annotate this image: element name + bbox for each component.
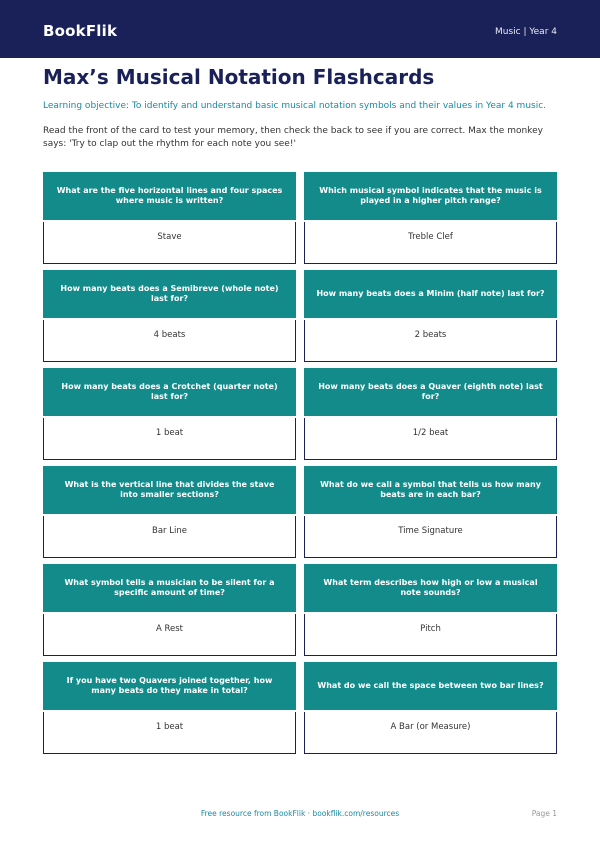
flashcard-answer: Time Signature xyxy=(304,516,557,558)
flashcard[interactable] xyxy=(43,564,296,656)
flashcard-question: What do we call the space between two bar lines? xyxy=(304,662,557,710)
flashcard[interactable] xyxy=(43,270,296,362)
flashcard-answer: 1/2 beat xyxy=(304,418,557,460)
flashcard-answer: Stave xyxy=(43,222,296,264)
flashcard[interactable] xyxy=(304,662,557,754)
flashcard-question: What is the vertical line that divides the stave into smaller sections? xyxy=(43,466,296,514)
flashcard-answer: 2 beats xyxy=(304,320,557,362)
flashcard-question: What symbol tells a musician to be silent for a specific amount of time? xyxy=(43,564,296,612)
flashcard-answer: Pitch xyxy=(304,614,557,656)
flashcard-question: What term describes how high or low a musical note sounds? xyxy=(304,564,557,612)
flashcard-question: What do we call a symbol that tells us how many beats are in each bar? xyxy=(304,466,557,514)
flashcard-answer: Bar Line xyxy=(43,516,296,558)
flashcard-answer: A Rest xyxy=(43,614,296,656)
page-number: Page 1 xyxy=(531,809,557,818)
footer-resource-link[interactable]: Free resource from BookFlik · bookflik.com/resources xyxy=(200,809,400,818)
page-title: Max’s Musical Notation Flashcards xyxy=(43,65,435,89)
flashcard-question: How many beats does a Crotchet (quarter note) last for? xyxy=(43,368,296,416)
flashcard[interactable] xyxy=(43,662,296,754)
flashcard-question: How many beats does a Minim (half note) last for? xyxy=(304,270,557,318)
flashcard[interactable] xyxy=(304,172,557,264)
intro-text: Read the front of the card to test your memory, then check the back to see if you are correct. Max the monkey says: 'Try to clap out the rhythm for each note you see!' xyxy=(43,126,543,149)
flashcard[interactable] xyxy=(43,368,296,460)
flashcard-answer: A Bar (or Measure) xyxy=(304,712,557,754)
flashcard-answer: 1 beat xyxy=(43,712,296,754)
flashcard-answer: Treble Clef xyxy=(304,222,557,264)
flashcard-question: Which musical symbol indicates that the music is played in a higher pitch range? xyxy=(304,172,557,220)
flashcard[interactable] xyxy=(304,270,557,362)
brand-logo[interactable]: BookFlik xyxy=(43,22,118,40)
flashcard-answer: 4 beats xyxy=(43,320,296,362)
breadcrumb: Music | Year 4 xyxy=(494,27,557,37)
flashcard[interactable] xyxy=(43,466,296,558)
flashcard-question: What are the five horizontal lines and four spaces where music is written? xyxy=(43,172,296,220)
site-header xyxy=(0,0,600,58)
flashcard-answer: 1 beat xyxy=(43,418,296,460)
flashcard[interactable] xyxy=(304,564,557,656)
flashcard[interactable] xyxy=(43,172,296,264)
learning-objective: Learning objective: To identify and understand basic musical notation symbols and their values in Year 4 music. xyxy=(43,101,547,111)
flashcard-grid xyxy=(43,172,557,754)
flashcard-question: How many beats does a Quaver (eighth note) last for? xyxy=(304,368,557,416)
flashcard-question: How many beats does a Semibreve (whole note) last for? xyxy=(43,270,296,318)
flashcard-question: If you have two Quavers joined together, how many beats do they make in total? xyxy=(43,662,296,710)
flashcard[interactable] xyxy=(304,368,557,460)
flashcard[interactable] xyxy=(304,466,557,558)
